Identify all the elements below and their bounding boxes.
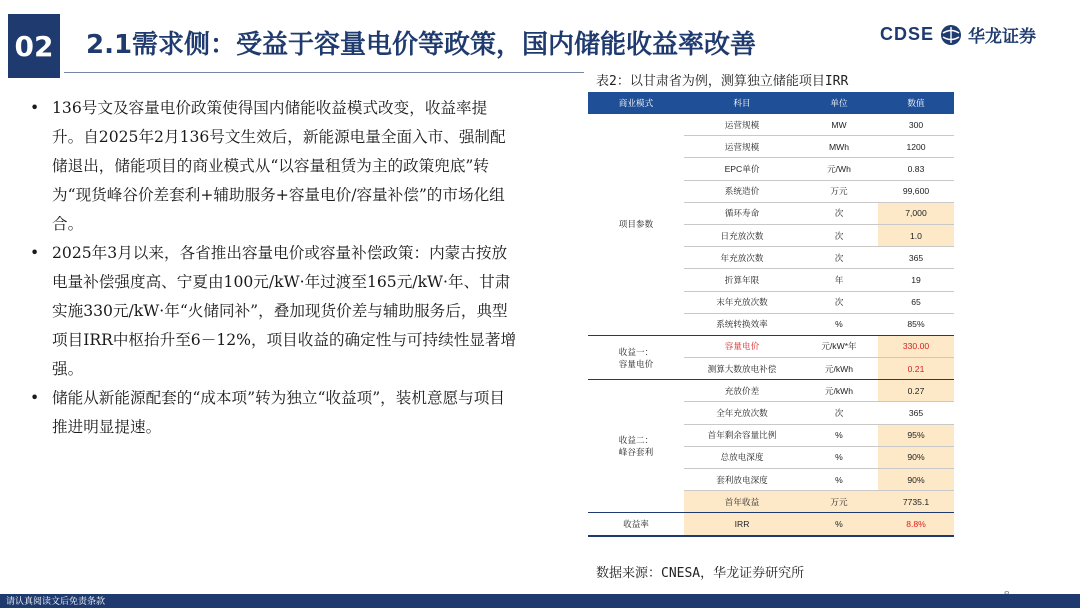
cell-value: 0.21 bbox=[878, 358, 954, 380]
cell-item: 容量电价 bbox=[684, 335, 800, 357]
cell-value: 1200 bbox=[878, 136, 954, 158]
header-value: 数值 bbox=[878, 92, 954, 114]
cell-unit: 年 bbox=[800, 269, 878, 291]
cell-value: 95% bbox=[878, 424, 954, 446]
cell-unit: % bbox=[800, 513, 878, 536]
cell-item: 首年收益 bbox=[684, 491, 800, 513]
cell-item: 充放价差 bbox=[684, 380, 800, 402]
title-underline bbox=[64, 72, 584, 73]
cell-value: 19 bbox=[878, 269, 954, 291]
cell-item: 运营规模 bbox=[684, 136, 800, 158]
bullet-item bbox=[30, 94, 518, 239]
header-model: 商业模式 bbox=[588, 92, 684, 114]
cell-unit: MWh bbox=[800, 136, 878, 158]
cell-unit: % bbox=[800, 446, 878, 468]
header-unit: 单位 bbox=[800, 92, 878, 114]
cell-value: 330.00 bbox=[878, 335, 954, 357]
table-row bbox=[588, 513, 954, 536]
cell-value: 1.0 bbox=[878, 224, 954, 246]
data-source-note: 数据来源：CNESA，华龙证券研究所 bbox=[596, 566, 805, 581]
cell-value: 65 bbox=[878, 291, 954, 313]
table-row bbox=[588, 114, 954, 136]
cell-unit: 次 bbox=[800, 402, 878, 424]
logo-globe-icon bbox=[940, 24, 962, 46]
cell-unit: 次 bbox=[800, 202, 878, 224]
cell-item: IRR bbox=[684, 513, 800, 536]
cell-value: 85% bbox=[878, 313, 954, 335]
group-irr: 收益率 bbox=[588, 513, 684, 536]
cell-unit: 万元 bbox=[800, 491, 878, 513]
cell-value: 8.8% bbox=[878, 513, 954, 536]
cell-item: 测算大数放电补偿 bbox=[684, 358, 800, 380]
cell-unit: % bbox=[800, 313, 878, 335]
cell-value: 365 bbox=[878, 247, 954, 269]
cell-item: 折算年限 bbox=[684, 269, 800, 291]
cell-value: 7735.1 bbox=[878, 491, 954, 513]
cell-item: 首年剩余容量比例 bbox=[684, 424, 800, 446]
cell-value: 365 bbox=[878, 402, 954, 424]
bullet-list bbox=[30, 94, 518, 442]
cell-unit: MW bbox=[800, 114, 878, 136]
cell-unit: 元/kWh bbox=[800, 358, 878, 380]
cell-item: 套利放电深度 bbox=[684, 469, 800, 491]
logo-text-cn: 华龙证券 bbox=[968, 27, 1036, 47]
table-caption: 表2：以甘肃省为例，测算独立储能项目IRR bbox=[596, 74, 849, 89]
cell-item: 日充放次数 bbox=[684, 224, 800, 246]
cell-unit: 次 bbox=[800, 291, 878, 313]
header-item: 科目 bbox=[684, 92, 800, 114]
group-arbitrage-income: 收益二： 峰谷套利 bbox=[588, 380, 684, 513]
section-number-badge: 02 bbox=[8, 14, 60, 78]
bullet-item bbox=[30, 384, 518, 442]
cell-item: 总放电深度 bbox=[684, 446, 800, 468]
bullet-dot: • bbox=[30, 389, 40, 407]
logo-text-en: CDSE bbox=[879, 24, 934, 44]
bullet-dot: • bbox=[30, 244, 40, 262]
cell-value: 90% bbox=[878, 446, 954, 468]
group-params: 项目参数 bbox=[588, 114, 684, 335]
cell-item: 循环寿命 bbox=[684, 202, 800, 224]
cell-unit: % bbox=[800, 469, 878, 491]
table-header-row bbox=[588, 92, 954, 114]
cell-item: 运营规模 bbox=[684, 114, 800, 136]
cell-unit: 元/kW*年 bbox=[800, 335, 878, 357]
cell-unit: 次 bbox=[800, 247, 878, 269]
cell-unit: 次 bbox=[800, 224, 878, 246]
cell-value: 300 bbox=[878, 114, 954, 136]
footer-disclaimer: 请认真阅读文后免责条款 bbox=[6, 597, 106, 607]
cell-unit: 万元 bbox=[800, 180, 878, 202]
cell-value: 99,600 bbox=[878, 180, 954, 202]
bullet-text: 2025年3月以来，各省推出容量电价或容量补偿政策：内蒙古按放电量补偿强度高、宁夏由100元/kW·年过渡至165元/kW·年、甘肃实施330元/kW·年“火储同补”，叠加现货价差与辅助服务后，典型项目IRR中枢抬升至6－12%，项目收益的确定性与可持续性显著增强。 bbox=[52, 244, 517, 378]
table-row bbox=[588, 335, 954, 357]
bullet-text: 136号文及容量电价政策使得国内储能收益模式改变，收益率提升。自2025年2月136号文生效后，新能源电量全面入市、强制配储退出，储能项目的商业模式从“以容量租赁为主的政策兜底”转为“现货峰谷价差套利+辅助服务+容量电价/容量补偿”的市场化组合。 bbox=[52, 99, 506, 233]
bullet-item bbox=[30, 239, 518, 384]
bullet-dot: • bbox=[30, 99, 40, 117]
cell-item: 系统造价 bbox=[684, 180, 800, 202]
cell-unit: % bbox=[800, 424, 878, 446]
cell-item: 末年充放次数 bbox=[684, 291, 800, 313]
cell-value: 0.27 bbox=[878, 380, 954, 402]
cell-value: 90% bbox=[878, 469, 954, 491]
irr-table bbox=[588, 92, 954, 537]
cell-value: 0.83 bbox=[878, 158, 954, 180]
footer-bar bbox=[0, 594, 1080, 608]
table-row bbox=[588, 380, 954, 402]
cell-value: 7,000 bbox=[878, 202, 954, 224]
cell-item: 系统转换效率 bbox=[684, 313, 800, 335]
cell-item: 全年充放次数 bbox=[684, 402, 800, 424]
bullet-text: 储能从新能源配套的“成本项”转为独立“收益项”，装机意愿与项目推进明显提速。 bbox=[52, 389, 505, 436]
group-capacity-income: 收益一： 容量电价 bbox=[588, 335, 684, 379]
cell-unit: 元/kWh bbox=[800, 380, 878, 402]
page-title: 2.1需求侧：受益于容量电价等政策，国内储能收益率改善 bbox=[86, 30, 757, 60]
cell-item: EPC单价 bbox=[684, 158, 800, 180]
cell-item: 年充放次数 bbox=[684, 247, 800, 269]
brand-logo bbox=[880, 22, 1036, 47]
cell-unit: 元/Wh bbox=[800, 158, 878, 180]
